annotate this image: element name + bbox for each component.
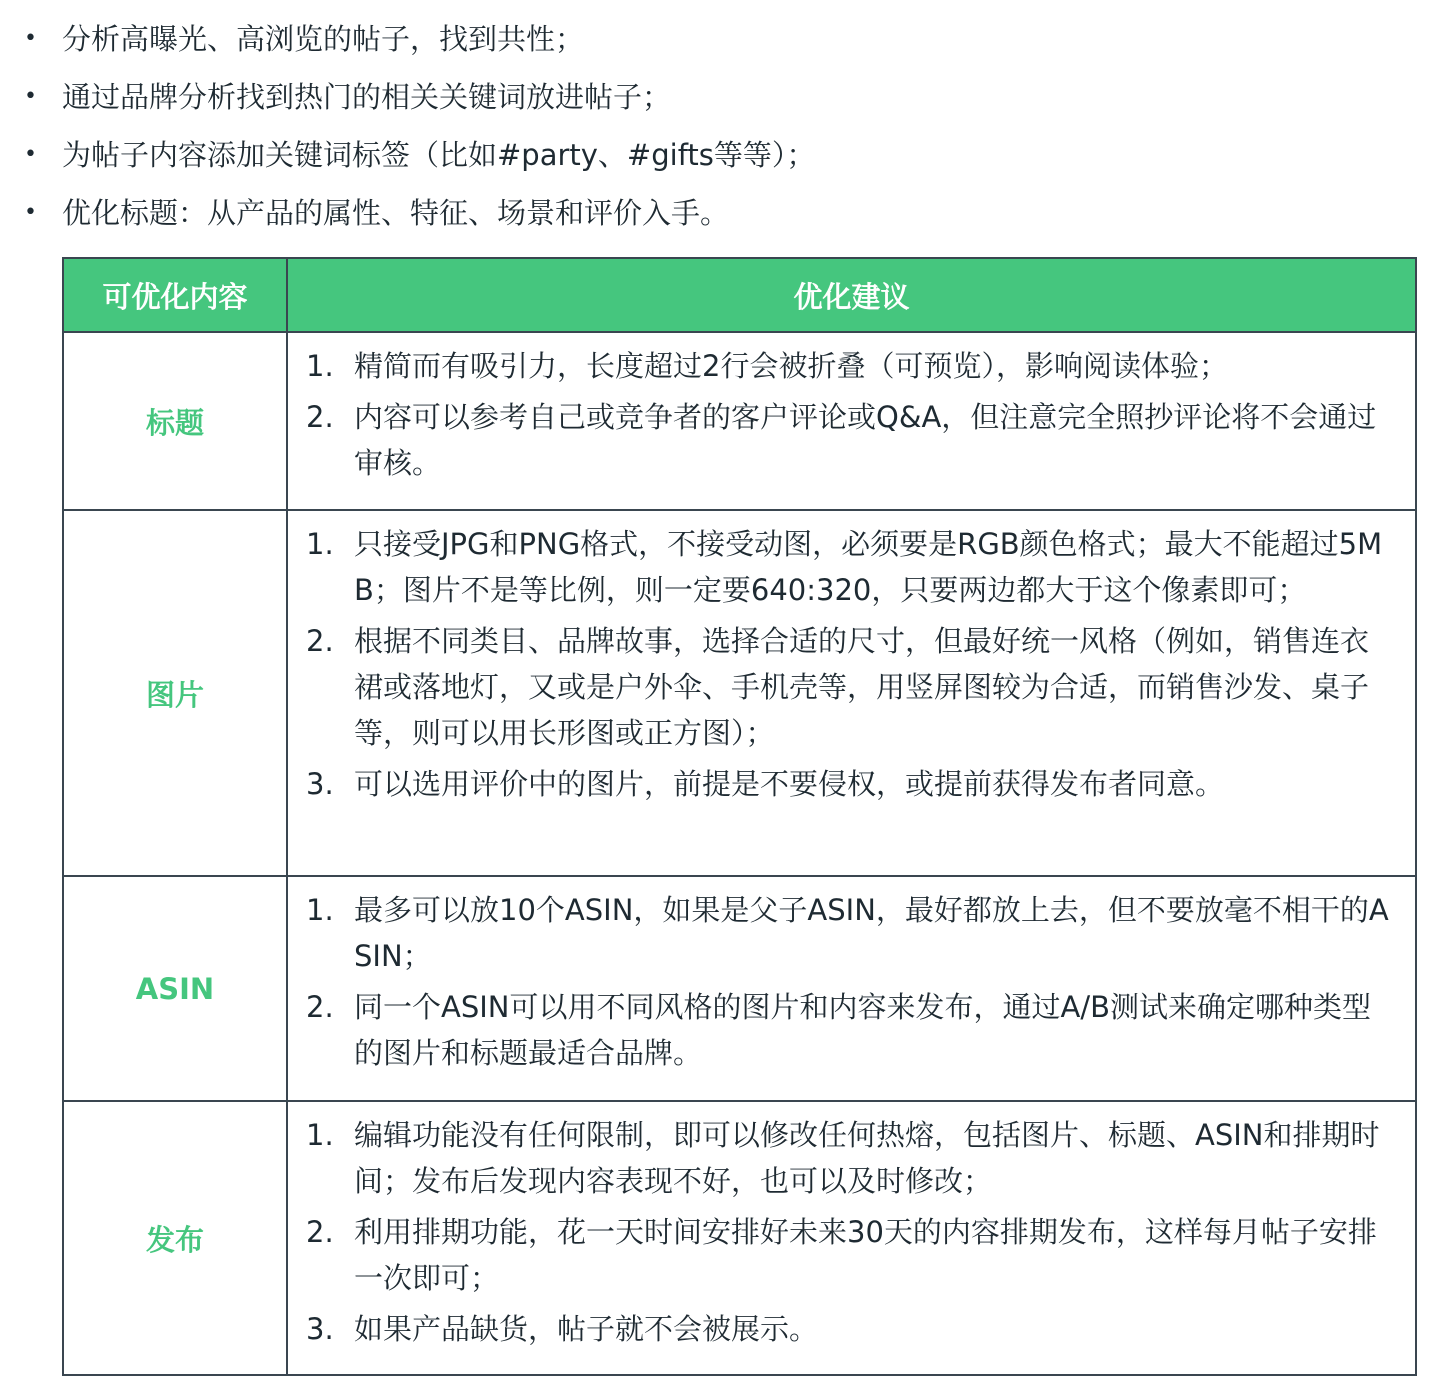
tip-number: 2.: [306, 1215, 334, 1249]
optimization-table: [62, 257, 1417, 1376]
tip-number: 1.: [306, 349, 334, 383]
tip-item: [306, 343, 1397, 389]
tip-text: 最多可以放10个ASIN，如果是父子ASIN，最好都放上去，但不要放毫不相干的ASIN；: [354, 893, 1389, 973]
table-row: [63, 876, 1416, 1101]
tip-number: 1.: [306, 527, 334, 561]
tip-text: 编辑功能没有任何限制，即可以修改任何热熔，包括图片、标题、ASIN和排期时间；发布后发现内容表现不好，也可以及时修改；: [354, 1118, 1380, 1198]
tip-item: [306, 1306, 1397, 1352]
tip-number: 2.: [306, 624, 334, 658]
tip-number: 3.: [306, 767, 334, 801]
item-publish: 发布: [63, 1101, 287, 1375]
table-row: [63, 510, 1416, 876]
tip-number: 3.: [306, 1312, 334, 1346]
item-asin: ASIN: [63, 876, 287, 1101]
table-header-row: [63, 258, 1416, 332]
bullet-item: [24, 68, 1424, 126]
tip-number: 1.: [306, 1118, 334, 1152]
tip-item: [306, 887, 1397, 979]
tip-list: [306, 887, 1397, 1076]
tip-text: 精简而有吸引力，长度超过2行会被折叠（可预览），影响阅读体验；: [354, 349, 1228, 383]
bullet-list: [24, 10, 1424, 242]
tip-text: 利用排期功能，花一天时间安排好未来30天的内容排期发布，这样每月帖子安排一次即可；: [354, 1215, 1377, 1295]
tip-number: 1.: [306, 893, 334, 927]
bullet-item: [24, 184, 1424, 242]
item-image: 图片: [63, 510, 287, 876]
header-optimization-advice: 优化建议: [287, 258, 1416, 332]
item-title: 标题: [63, 332, 287, 510]
bullet-dot-icon: •: [24, 200, 37, 225]
tip-item: [306, 521, 1397, 613]
tip-item: [306, 761, 1397, 807]
table-row: [63, 1101, 1416, 1375]
tip-item: [306, 1112, 1397, 1204]
tip-item: [306, 984, 1397, 1076]
table-row: [63, 332, 1416, 510]
tip-list: [306, 1112, 1397, 1352]
bullet-item: [24, 10, 1424, 68]
bullet-text: 分析高曝光、高浏览的帖子，找到共性；: [62, 22, 585, 56]
tip-item: [306, 618, 1397, 756]
advice-cell: [287, 1101, 1416, 1375]
bullet-dot-icon: •: [24, 84, 37, 109]
tip-text: 如果产品缺货，帖子就不会被展示。: [354, 1312, 819, 1346]
header-optimizable-content: 可优化内容: [63, 258, 287, 332]
tip-text: 只接受JPG和PNG格式，不接受动图，必须要是RGB颜色格式；最大不能超过5MB；图片不是等比例，则一定要640:320，只要两边都大于这个像素即可；: [354, 527, 1383, 607]
tip-text: 同一个ASIN可以用不同风格的图片和内容来发布，通过A/B测试来确定哪种类型的图片和标题最适合品牌。: [354, 990, 1371, 1070]
advice-cell: [287, 876, 1416, 1101]
advice-cell: [287, 332, 1416, 510]
tip-text: 内容可以参考自己或竞争者的客户评论或Q&A，但注意完全照抄评论将不会通过审核。: [354, 400, 1377, 480]
tip-item: [306, 394, 1397, 486]
tip-list: [306, 343, 1397, 486]
bullet-text: 为帖子内容添加关键词标签（比如#party、#gifts等等）；: [62, 138, 816, 172]
tip-text: 根据不同类目、品牌故事，选择合适的尺寸，但最好统一风格（例如，销售连衣裙或落地灯，又或是户外伞、手机壳等，用竖屏图较为合适，而销售沙发、桌子等，则可以用长形图或正方图）；: [354, 624, 1370, 750]
advice-cell: [287, 510, 1416, 876]
tip-number: 2.: [306, 400, 334, 434]
tip-text: 可以选用评价中的图片，前提是不要侵权，或提前获得发布者同意。: [354, 767, 1225, 801]
tip-list: [306, 521, 1397, 807]
tip-number: 2.: [306, 990, 334, 1024]
tip-item: [306, 1209, 1397, 1301]
bullet-text: 优化标题：从产品的属性、特征、场景和评价入手。: [62, 196, 730, 230]
bullet-item: [24, 126, 1424, 184]
bullet-dot-icon: •: [24, 26, 37, 51]
bullet-dot-icon: •: [24, 142, 37, 167]
bullet-text: 通过品牌分析找到热门的相关关键词放进帖子；: [62, 80, 672, 114]
